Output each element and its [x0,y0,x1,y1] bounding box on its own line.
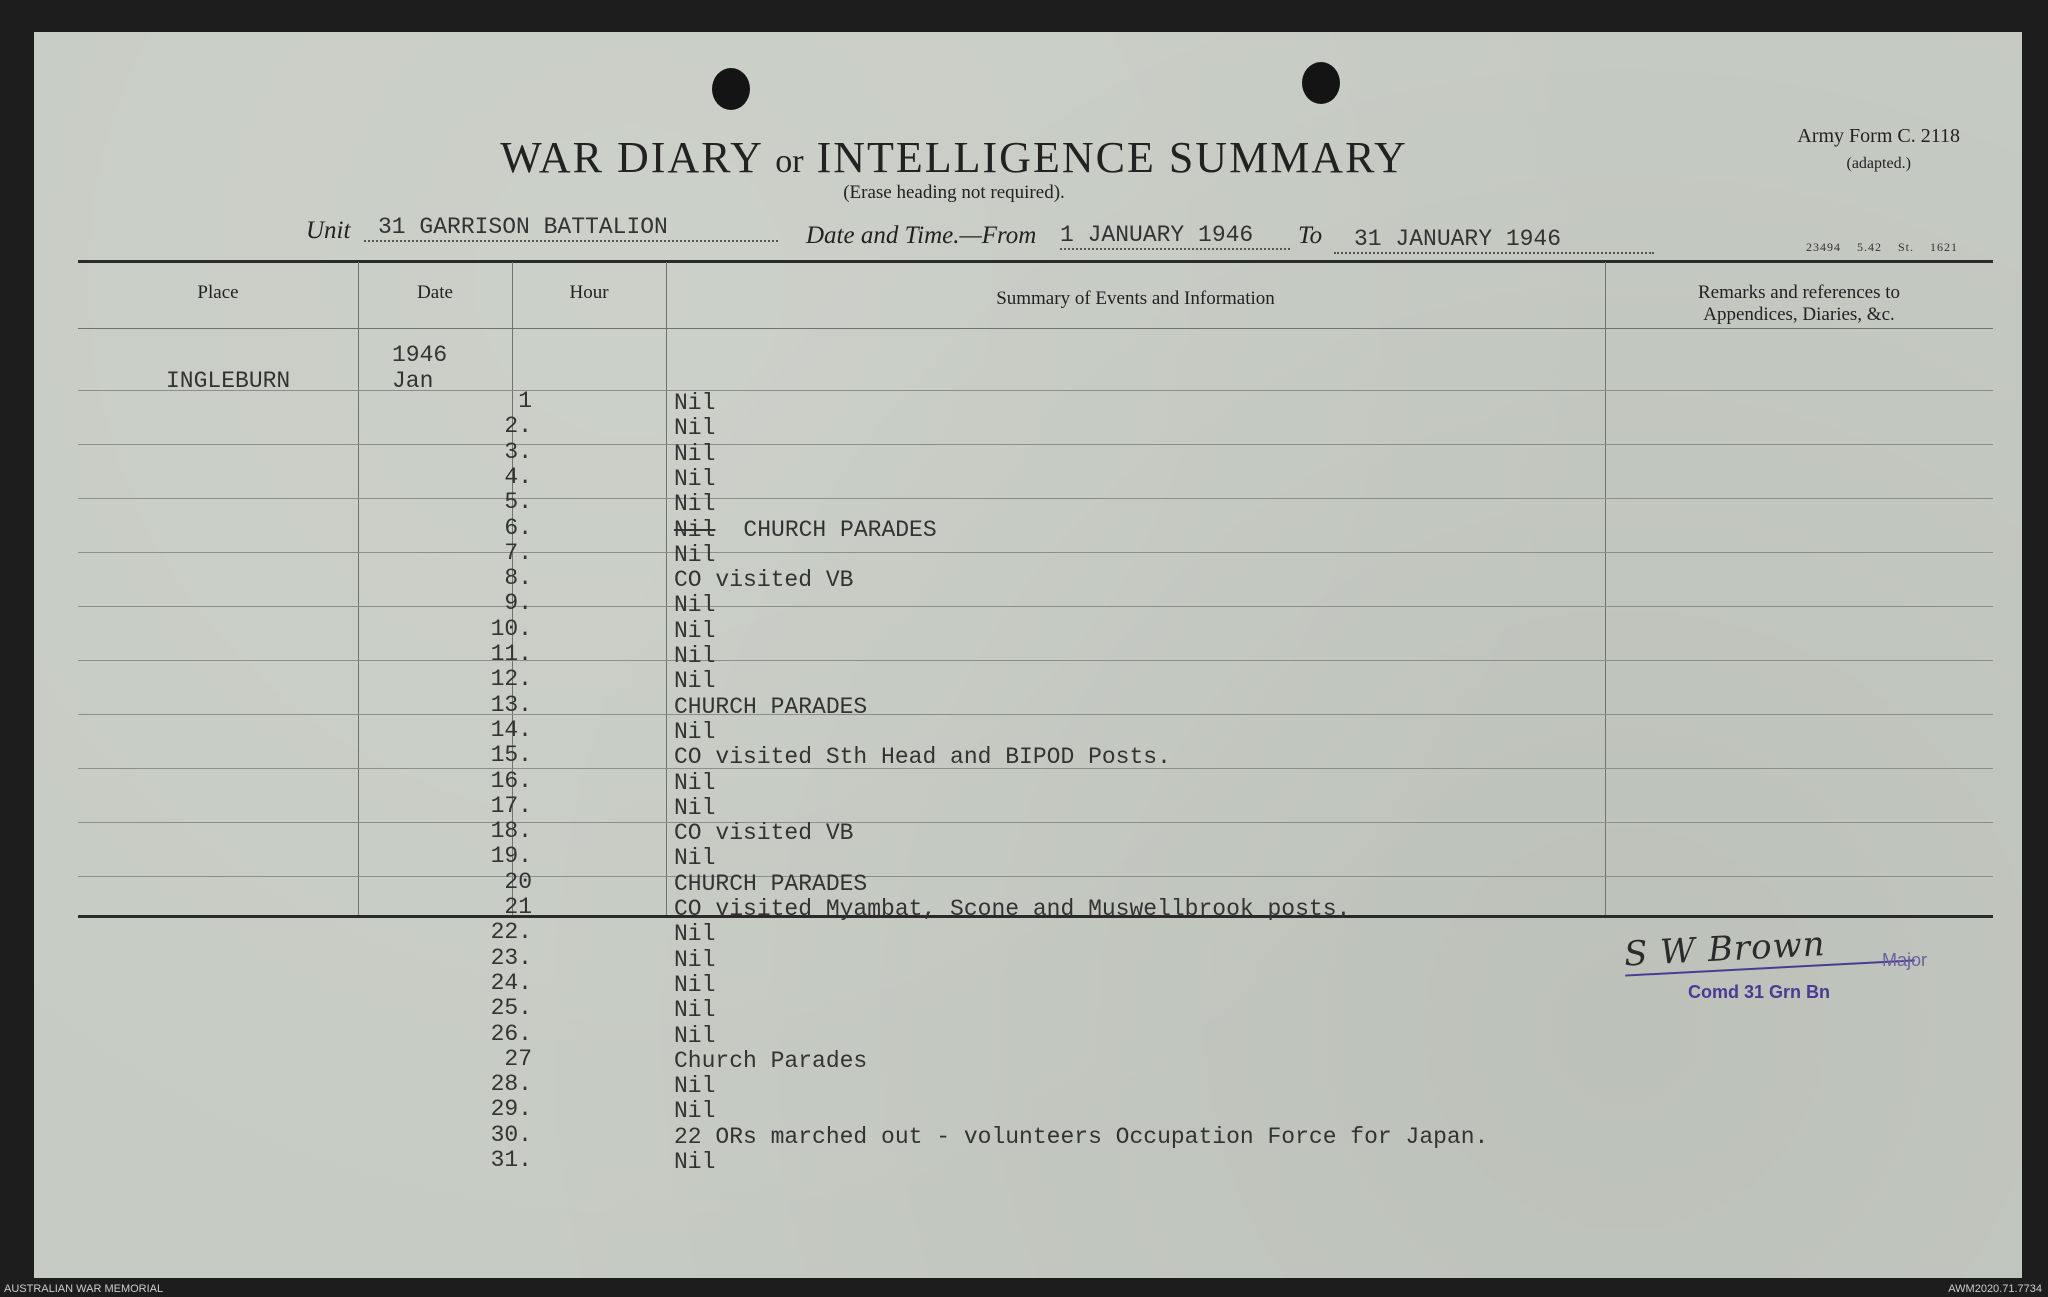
entry-date: 15. [490,742,532,768]
entry-text: Nil [674,618,716,644]
entry-summary [674,719,715,745]
entry-summary [674,567,853,593]
entry-date: 13. [490,692,532,718]
entry-date: 5. [504,489,532,515]
title-intelligence-summary: INTELLIGENCE SUMMARY [816,133,1408,182]
column-header-summary: Summary of Events and Information [996,288,1275,309]
diary-sheet [34,32,2022,1278]
title-war-diary: WAR DIARY [500,133,763,182]
ruled-line [78,714,1993,715]
entry-date: 24. [490,970,532,996]
entry-summary [674,441,715,467]
entry-date: 14. [490,717,532,743]
entry-text: Nil [674,845,716,871]
entry-date: 19. [490,843,532,869]
date-from-value: 1 JANUARY 1946 [1060,222,1290,250]
entry-summary [674,592,715,618]
stamp-command: Comd 31 Grn Bn [1688,982,1831,1002]
column-divider-hour [666,262,667,915]
ruled-line [78,444,1993,445]
entry-summary [674,668,715,694]
ruled-line [78,498,1993,499]
entry-text: Nil [674,441,716,467]
entry-text: Nil [674,997,716,1023]
form-title [34,132,1874,183]
unit-value: 31 GARRISON BATTALION [364,214,778,242]
entry-summary [674,947,715,973]
entry-text: Nil [674,592,716,618]
entry-text: Nil [674,466,716,492]
entry-text: Nil [674,390,716,416]
footer-reference: AWM2020.71.7734 [1948,1283,2042,1295]
entry-summary [674,795,715,821]
punch-hole-left [712,68,750,110]
entry-date: 2. [504,413,532,439]
column-header-place: Place [197,282,239,303]
entry-text: Nil [674,1098,716,1124]
ruled-line [78,390,1993,391]
entry-text: CHURCH PARADES [674,694,868,720]
entry-text: CO visited Myambat, Scone and Muswellbrook posts. [674,896,1351,922]
ruled-line [78,876,1993,877]
column-header-remarks [1605,282,1993,326]
ruled-line [78,552,1993,553]
entry-date: 21 [504,894,532,920]
ruled-line [78,606,1993,607]
signature-scribble: S W Brown [1623,919,1915,976]
year-value: 1946 [392,342,448,368]
entry-date: 28. [490,1071,532,1097]
entry-text-addition: CHURCH PARADES [743,517,937,543]
entry-date: 25. [490,995,532,1021]
entry-date: 9. [504,590,532,616]
entry-summary [674,896,1350,922]
entry-summary [674,871,867,897]
remarks-header-line-1: Remarks and references to [1697,282,1901,303]
entry-summary [674,1073,715,1099]
entry-date: 23. [490,945,532,971]
entry-date: 31. [490,1147,532,1173]
entry-text: Nil [674,947,716,973]
ruled-line [78,822,1993,823]
entry-text: Church Parades [674,1048,868,1074]
entry-date: 6. [504,515,532,541]
army-form-number [1797,122,1960,178]
place-value: INGLEBURN [166,368,291,394]
entry-date: 7. [504,540,532,566]
entry-summary [674,820,853,846]
entry-text: Nil [674,1149,716,1175]
title-or: or [775,143,804,180]
entry-text: CHURCH PARADES [674,871,868,897]
entry-text: Nil [674,1023,716,1049]
entry-summary [674,744,1171,770]
month-value: Jan [392,368,434,394]
form-subtitle: (Erase heading not required). [843,182,1065,203]
date-to-label: To [1298,222,1323,249]
entry-summary [674,466,715,492]
entry-text: CO visited VB [674,820,854,846]
entry-text: CO visited VB [674,567,854,593]
entry-text: Nil [674,795,716,821]
adapted-label: (adapted.) [1846,155,1911,172]
entry-summary [674,1023,715,1049]
entry-summary [674,1098,715,1124]
entry-date: 18. [490,818,532,844]
entry-text: Nil [674,719,716,745]
entry-date: 4. [504,464,532,490]
entry-date: 1 [518,388,532,414]
entry-text: Nil [674,972,716,998]
remarks-header-line-2: Appendices, Diaries, &c. [1703,304,1895,325]
entry-date: 3. [504,439,532,465]
entry-text: Nil [674,1073,716,1099]
entry-summary [674,972,715,998]
entry-summary [674,1149,715,1175]
entry-summary [674,643,715,669]
entry-text: Nil [674,770,716,796]
entry-date: 20 [504,869,532,895]
entry-date: 16. [490,768,532,794]
entry-summary [674,542,715,568]
header-rule [78,328,1993,329]
entry-summary [674,845,715,871]
entry-date: 30. [490,1122,532,1148]
table-top-rule [78,260,1993,263]
entry-summary [674,517,937,543]
entry-summary [674,390,715,416]
column-divider-place [358,262,359,915]
date-to-value: 31 JANUARY 1946 [1334,226,1654,254]
entry-text: 22 ORs marched out - volunteers Occupation Force for Japan. [674,1124,1489,1150]
punch-hole-right [1302,62,1340,104]
column-divider-summary [1605,262,1606,915]
date-time-from-label: Date and Time.—From [806,222,1037,249]
entry-date: 29. [490,1096,532,1122]
entry-summary [674,1124,1488,1150]
column-header-date: Date [417,282,453,303]
column-header-hour: Hour [569,282,609,303]
unit-label: Unit [306,217,351,244]
entry-text: CO visited Sth Head and BIPOD Posts. [674,744,1171,770]
entry-date: 17. [490,793,532,819]
entry-text: Nil [674,491,716,517]
stamp-rank: Major [1882,950,1928,970]
entry-text: Nil [674,668,716,694]
entry-text: Nil [674,921,716,947]
entry-summary [674,694,867,720]
entry-summary [674,618,715,644]
entry-date: 27 [504,1046,532,1072]
entry-summary [674,491,715,517]
entry-date: 26. [490,1021,532,1047]
entry-summary [674,921,715,947]
entry-text: Nil [674,542,716,568]
entry-date: 12. [490,666,532,692]
entry-text: Nil [674,517,716,543]
entry-text: Nil [674,643,716,669]
entry-summary [674,997,715,1023]
entry-date: 11. [490,641,532,667]
entry-date: 22. [490,919,532,945]
entry-text: Nil [674,415,716,441]
entry-summary [674,415,715,441]
entry-summary [674,1048,867,1074]
ruled-line [78,660,1993,661]
footer-source: AUSTRALIAN WAR MEMORIAL [4,1283,164,1295]
entry-date: 8. [504,565,532,591]
army-form-label: Army Form C. 2118 [1797,125,1960,147]
print-code: 23494 5.42 St. 1621 [1805,240,1958,254]
entry-date: 10. [490,616,532,642]
entry-summary [674,770,715,796]
